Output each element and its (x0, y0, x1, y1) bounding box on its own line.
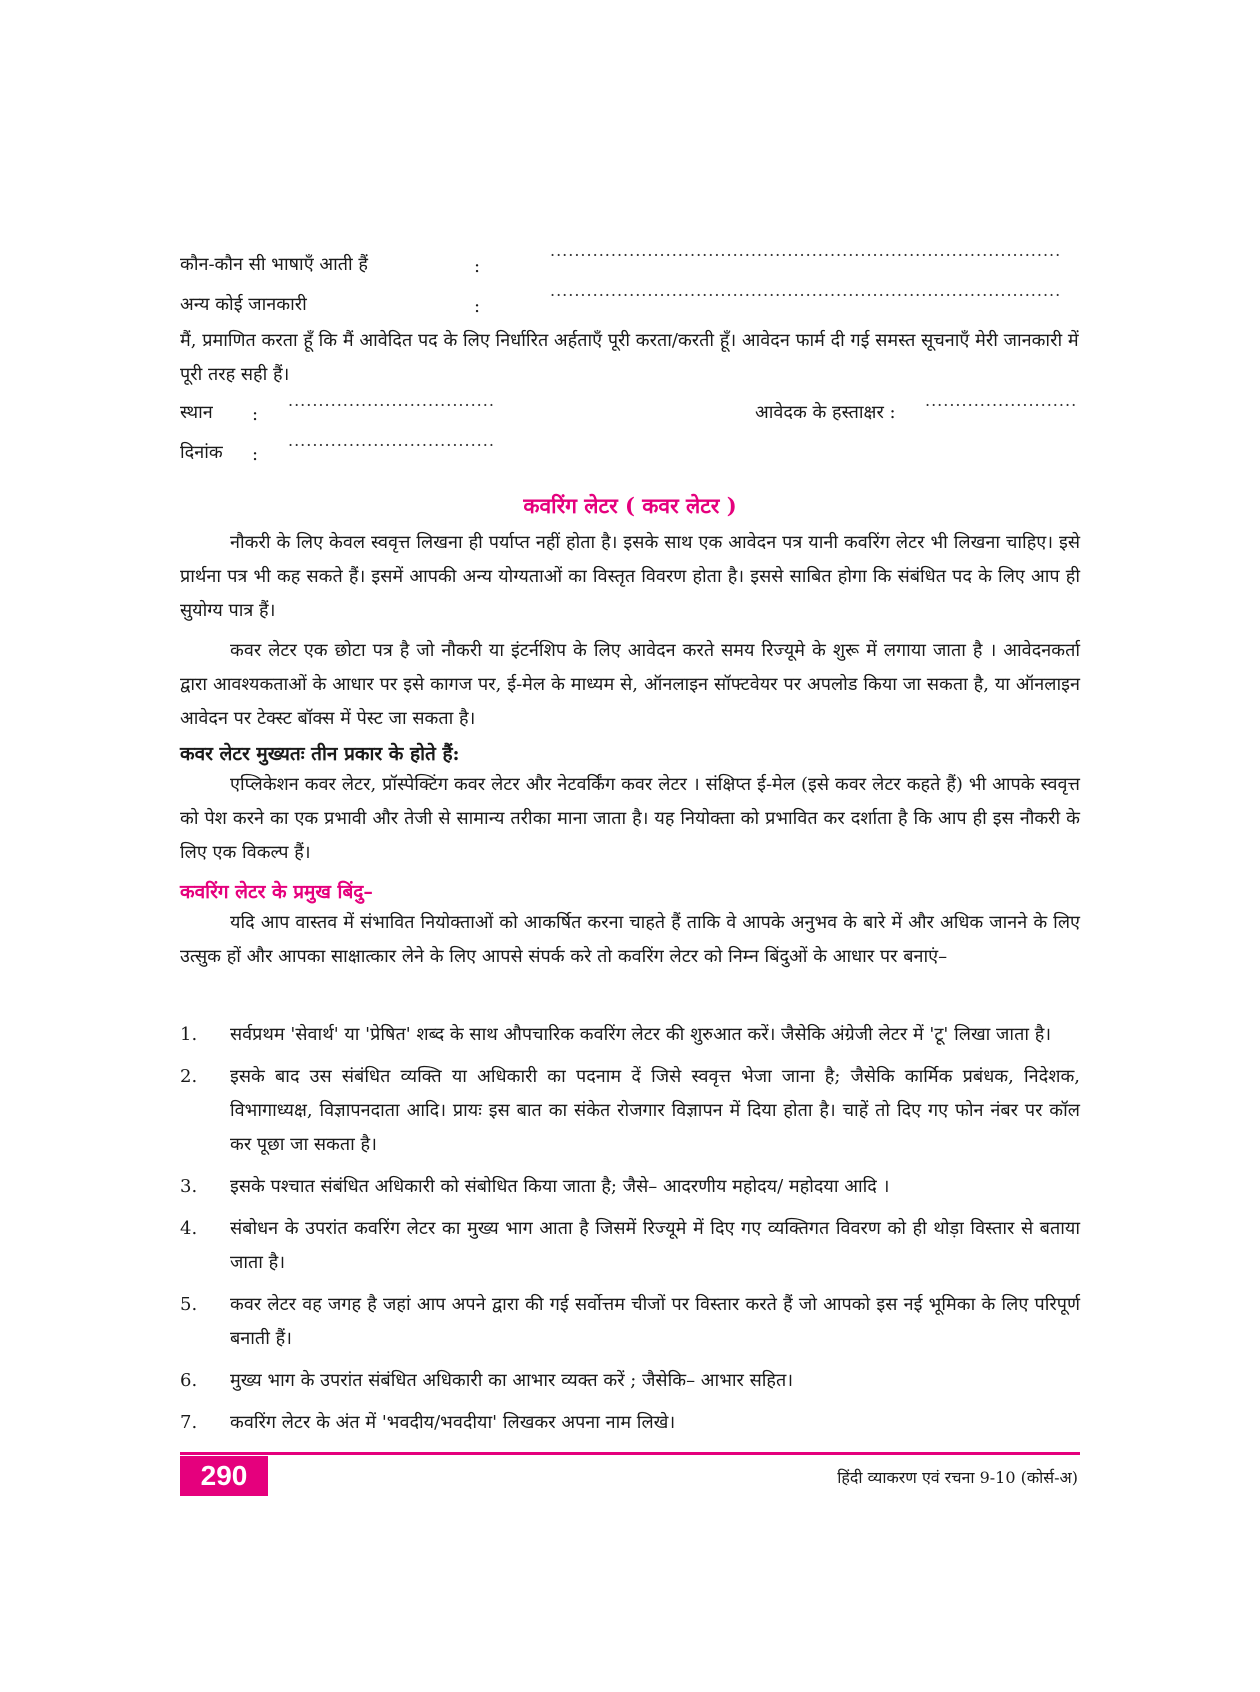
colon: : (474, 296, 481, 317)
types-paragraph (180, 768, 1080, 876)
colon: : (252, 404, 259, 425)
certification-text: मैं, प्रमाणित करता हूँ कि मैं आवेदित पद के लिए निर्धारित अर्हताएँ पूरी करता/करती हूँ। आवेदन फार्म दी गई समस्त सूचनाएँ मेरी जानकारी में पूरी तरह सही हैं। (180, 330, 1079, 385)
list-text: कवर लेटर वह जगह है जहां आप अपने द्वारा की गई सर्वोत्तम चीजों पर विस्तार करते हैं जो आपको इस नई भूमिका के लिए परिपूर्ण बनाती हैं। (230, 1294, 1080, 1349)
list-number: 6. (180, 1370, 198, 1391)
list-number: 4. (180, 1218, 198, 1239)
points-list (180, 1018, 1080, 1448)
section-title: कवरिंग लेटर ( कवर लेटर ) (523, 493, 737, 518)
place-dotted-line: .................................. (288, 391, 495, 410)
paragraph-3: एप्लिकेशन कवर लेटर, प्रॉस्पेक्टिंग कवर लेटर और नेटवर्किंग कवर लेटर । संक्षिप्त ई-मेल (इसे कवर लेटर कहते हैं) भी आपके स्ववृत्त को पेश करने का एक प्रभावी और तेजी से सामान्य तरीका माना जाता है। यह नियोक्ता को प्रभावित कर दर्शाता है कि आप ही इस नौकरी के लिए एक विकल्प हैं। (180, 774, 1080, 863)
list-text: संबोधन के उपरांत कवरिंग लेटर का मुख्य भाग आता है जिसमें रिज्यूमे में दिए गए व्यक्तिगत विवरण को ही थोड़ा विस्तार से बताया जाता है। (230, 1218, 1080, 1273)
languages-label: कौन-कौन सी भाषाएँ आती हैं (180, 254, 368, 275)
list-text: इसके बाद उस संबंधित व्यक्ति या अधिकारी का पदनाम दें जिसे स्ववृत्त भेजा जाना है; जैसेकि कार्मिक प्रबंधक, निदेशक, विभागाध्यक्ष, विज्ञापनदाता आदि। प्रायः इस बात का संकेत रोजगार विज्ञापन में दिया होता है। चाहें तो दिए गए फोन नंबर पर कॉल कर पूछा जा सकता है। (230, 1066, 1080, 1155)
other-info-label: अन्य कोई जानकारी (180, 294, 307, 315)
list-item (180, 1288, 1080, 1356)
list-text: सर्वप्रथम 'सेवार्थ' या 'प्रेषित' शब्द के साथ औपचारिक कवरिंग लेटर की शुरुआत करें। जैसेकि अंग्रेजी लेटर में 'टू' लिखा जाता है। (230, 1024, 1052, 1045)
other-info-dotted-line: .................................................................................... (550, 281, 1062, 300)
list-number: 3. (180, 1176, 198, 1197)
types-heading: कवर लेटर मुख्यतः तीन प्रकार के होते हैं: (180, 743, 460, 765)
list-item (180, 1212, 1080, 1280)
book-title: हिंदी व्याकरण एवं रचना 9-10 (कोर्स-अ) (837, 1468, 1078, 1487)
list-item (180, 1018, 1080, 1052)
list-text: मुख्य भाग के उपरांत संबंधित अधिकारी का आभार व्यक्त करें ; जैसेकि– आभार सहित। (230, 1370, 794, 1391)
paragraph-4: यदि आप वास्तव में संभावित नियोक्ताओं को आकर्षित करना चाहते हैं ताकि वे आपके अनुभव के बारे में और अधिक जानने के लिए उत्सुक हों और आपका साक्षात्कार लेने के लिए आपसे संपर्क करे तो कवरिंग लेटर को निम्न बिंदुओं के आधार पर बनाएं– (180, 912, 1080, 967)
list-item (180, 1170, 1080, 1204)
signature-label: आवेदक के हस्ताक्षर : (755, 402, 896, 423)
colon: : (474, 256, 481, 277)
page-number: 290 (180, 1456, 268, 1496)
list-number: 1. (180, 1024, 198, 1045)
signature-dotted-line: ......................... (925, 391, 1078, 410)
list-text: कवरिंग लेटर के अंत में 'भवदीय/भवदीया' लिखकर अपना नाम लिखे। (230, 1412, 676, 1433)
list-item (180, 1060, 1080, 1162)
points-intro (180, 906, 1080, 980)
list-item (180, 1406, 1080, 1440)
colon: : (252, 444, 259, 465)
intro-paragraphs (180, 526, 1080, 742)
list-text: इसके पश्चात संबंधित अधिकारी को संबोधित किया जाता है; जैसे– आदरणीय महोदय/ महोदया आदि । (230, 1176, 890, 1197)
paragraph-2: कवर लेटर एक छोटा पत्र है जो नौकरी या इंटर्नशिप के लिए आवेदन करते समय रिज्यूमे के शुरू में लगाया जाता है । आवेदनकर्ता द्वारा आवश्यकताओं के आधार पर इसे कागज पर, ई-मेल के माध्यम से, ऑनलाइन सॉफ्टवेयर पर अपलोड किया जा सकता है, या ऑनलाइन आवेदन पर टेक्स्ट बॉक्स में पेस्ट जा सकता है। (180, 640, 1080, 729)
list-number: 2. (180, 1066, 198, 1087)
list-number: 5. (180, 1294, 198, 1315)
date-label: दिनांक (180, 442, 223, 463)
paragraph-1: नौकरी के लिए केवल स्ववृत्त लिखना ही पर्याप्त नहीं होता है। इसके साथ एक आवेदन पत्र यानी कवरिंग लेटर भी लिखना चाहिए। इसे प्रार्थना पत्र भी कह सकते हैं। इसमें आपकी अन्य योग्यताओं का विस्तृत विवरण होता है। इससे साबित होगा कि संबंधित पद के लिए आप ही सुयोग्य पात्र हैं। (180, 532, 1080, 621)
languages-dotted-line: .................................................................................... (550, 241, 1062, 260)
date-dotted-line: .................................. (288, 431, 495, 450)
points-heading: कवरिंग लेटर के प्रमुख बिंदु– (180, 881, 373, 903)
list-item (180, 1364, 1080, 1398)
footer-rule (180, 1452, 1080, 1455)
place-label: स्थान (180, 402, 213, 423)
list-number: 7. (180, 1412, 198, 1433)
